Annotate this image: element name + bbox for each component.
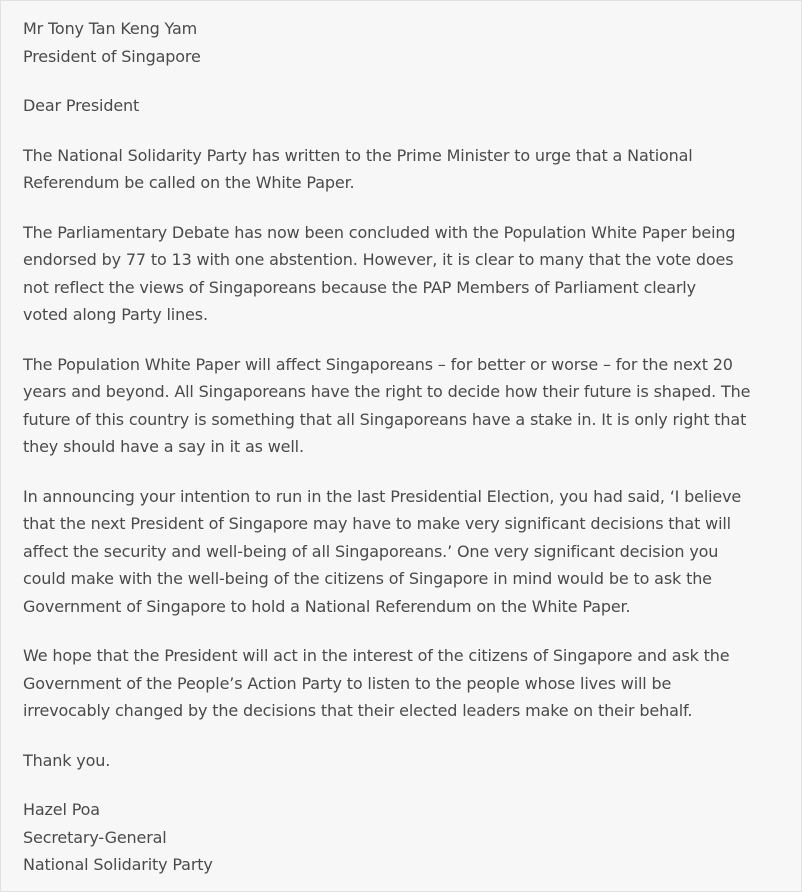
paragraph-line: Government of Singapore to hold a National Referendum on the White Paper. — [23, 596, 631, 616]
signature-name: Hazel Poa — [23, 800, 100, 819]
paragraph-line: We hope that the President will act in the interest of the citizens of Singapore and ask the — [23, 646, 730, 665]
paragraph-line: future of this country is something that all Singaporeans have a stake in. It is only right that — [23, 409, 747, 429]
paragraph-white-paper-impact — [23, 351, 781, 461]
closing-block — [23, 747, 781, 775]
paragraph-line: they should have a say in it as well. — [23, 437, 304, 456]
salutation: Dear President — [23, 96, 140, 115]
paragraph-line: endorsed by 77 to 13 with one abstention. However, it is clear to many that the vote does — [23, 250, 734, 269]
paragraph-line: affect the security and well-being of all Singaporeans.’ One very significant decision you — [23, 541, 719, 561]
signature-block — [23, 796, 781, 879]
paragraph-hope — [23, 642, 781, 725]
paragraph-presidential-quote — [23, 483, 781, 621]
signature-organization: National Solidarity Party — [23, 855, 213, 874]
paragraph-line: The National Solidarity Party has written to the Prime Minister to urge that a National — [23, 145, 693, 165]
paragraph-line: that the next President of Singapore may have to make very significant decisions that will — [23, 514, 731, 533]
paragraph-line: could make with the well-being of the citizens of Singapore in mind would be to ask the — [23, 569, 712, 588]
addressee-block — [23, 15, 781, 70]
paragraph-line: voted along Party lines. — [23, 305, 208, 324]
paragraph-line: The Parliamentary Debate has now been concluded with the Population White Paper being — [23, 222, 736, 242]
paragraph-line: Government of the People’s Action Party to listen to the people whose lives will be — [23, 673, 672, 693]
paragraph-referendum-request — [23, 142, 781, 197]
paragraph-line: not reflect the views of Singaporeans because the PAP Members of Parliament clearly — [23, 277, 696, 297]
addressee-title: President of Singapore — [23, 46, 201, 66]
closing: Thank you. — [23, 750, 111, 770]
paragraph-line: In announcing your intention to run in the last Presidential Election, you had said, ‘I believe — [23, 486, 742, 506]
addressee-name: Mr Tony Tan Keng Yam — [23, 19, 198, 38]
paragraph-line: Referendum be called on the White Paper. — [23, 173, 355, 192]
paragraph-line: years and beyond. All Singaporeans have the right to decide how their future is shaped. The — [23, 382, 751, 401]
salutation-block — [23, 92, 781, 120]
signature-role: Secretary-General — [23, 827, 167, 847]
paragraph-parliamentary-debate — [23, 219, 781, 329]
paragraph-line: The Population White Paper will affect Singaporeans – for better or worse – for the next 20 — [23, 354, 733, 374]
paragraph-line: irrevocably changed by the decisions that their elected leaders make on their behalf. — [23, 701, 693, 720]
